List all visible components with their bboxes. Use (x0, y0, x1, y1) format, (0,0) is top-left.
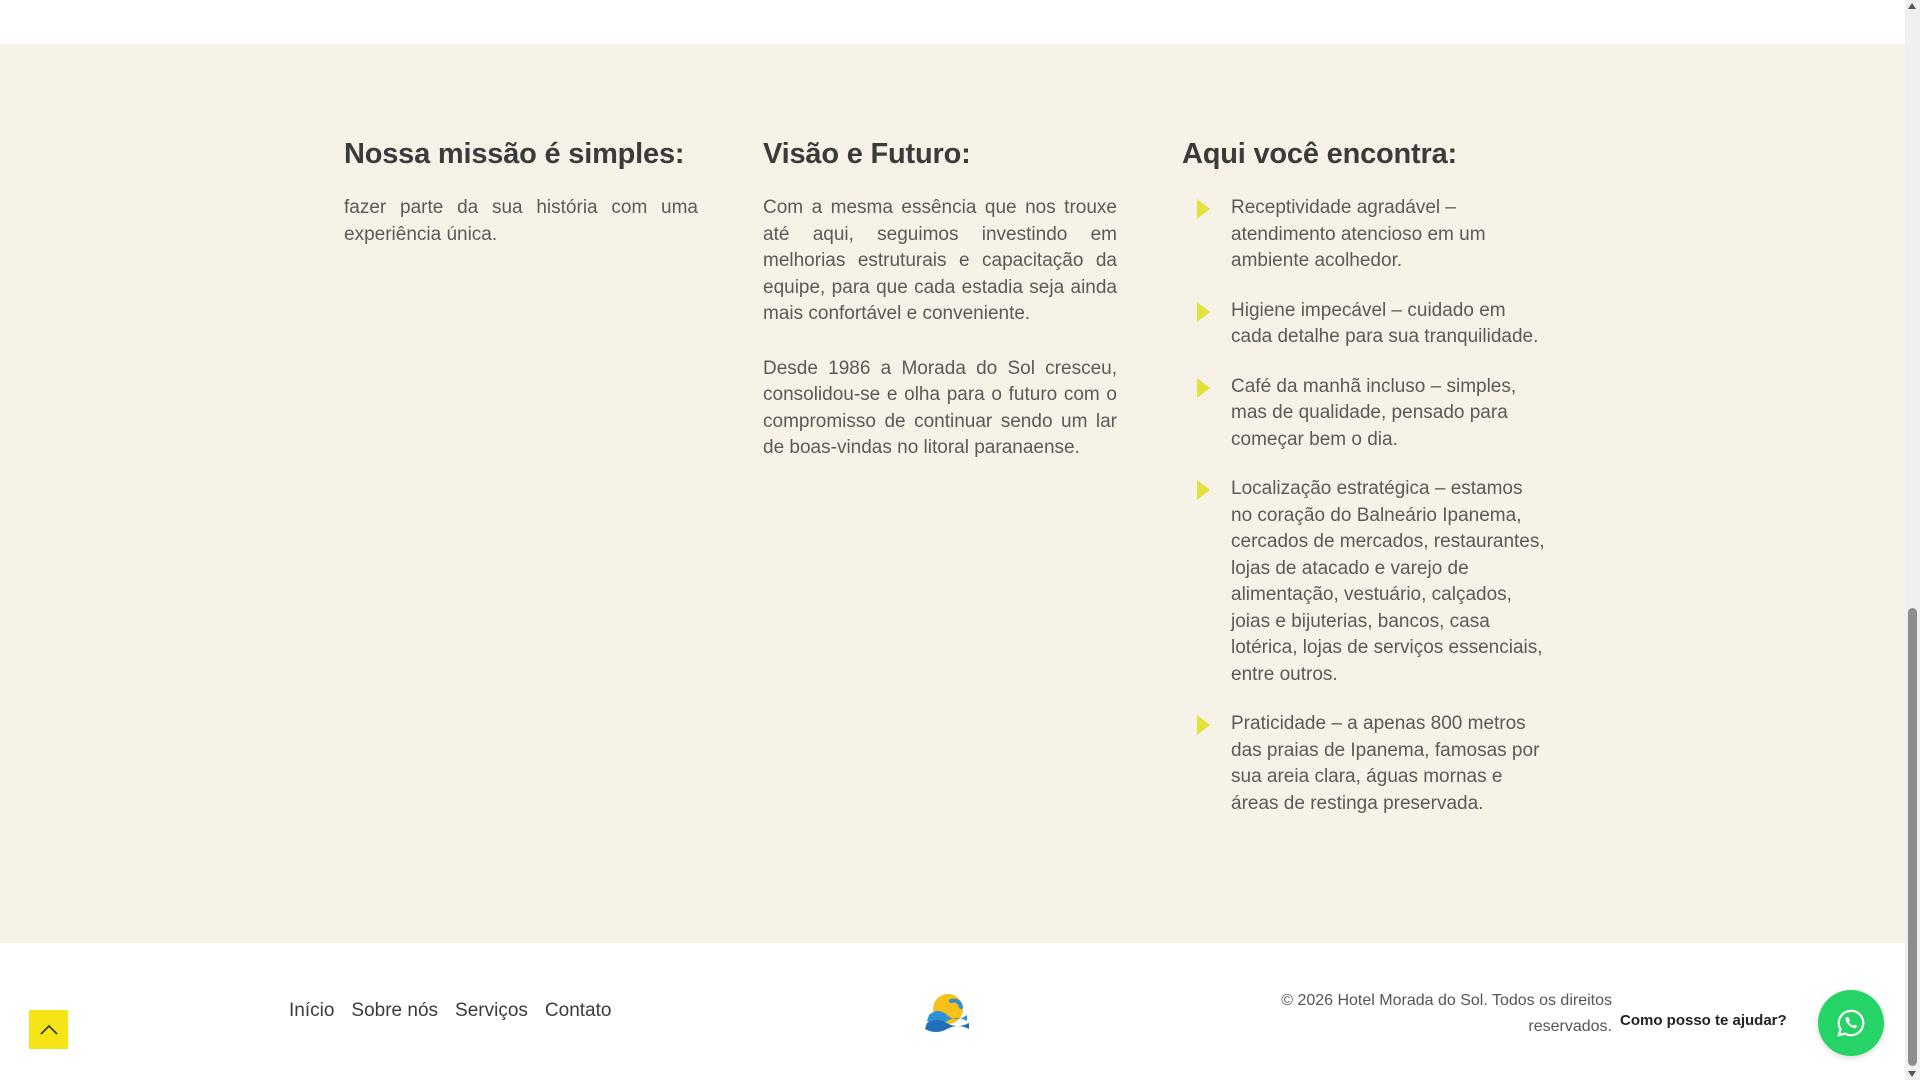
feature-text: Receptividade agradável – atendimento atencioso em um ambiente acolhedor. (1231, 197, 1486, 271)
feature-item (1182, 298, 1547, 351)
triangle-bullet-icon (1197, 480, 1210, 500)
chevron-up-icon (39, 1024, 59, 1036)
vision-paragraph: Com a mesma essência que nos trouxe até aqui, seguimos investindo em melhorias estruturais e capacitação da equipe, para que cada estadia seja ainda mais confortável e conveniente. (763, 197, 1117, 324)
triangle-bullet-icon (1197, 715, 1210, 735)
scroll-down-arrow-icon[interactable] (1908, 1071, 1916, 1077)
whatsapp-button[interactable] (1818, 990, 1884, 1056)
scroll-up-arrow-icon[interactable] (1908, 3, 1916, 9)
feature-text: Café da manhã incluso – simples, mas de qualidade, pensado para começar bem o dia. (1231, 375, 1517, 450)
features-column (1182, 138, 1545, 840)
features-title: Aqui você encontra: (1182, 138, 1457, 170)
feature-item (1182, 476, 1547, 688)
sun-wave-logo-icon (923, 989, 973, 1035)
vision-paragraph: Desde 1986 a Morada do Sol cresceu, consolidou-se e olha para o futuro com o compromisso de continuar sendo um lar de boas-vindas no litoral paranaense. (763, 357, 1117, 458)
footer-nav-sobre-nos[interactable]: Sobre nós (351, 1000, 439, 1021)
feature-text: Localização estratégica – estamos no coração do Balneário Ipanema, cercados de mercados, restaurantes, lojas de atacado e varejo de alimentação, vestuário, calçados, joias e bijuterias, bancos, casa lotérica, lojas de serviços essenciais, entre outros. (1231, 478, 1545, 685)
mission-title: Nossa missão é simples: (344, 138, 685, 170)
triangle-bullet-icon (1197, 302, 1210, 322)
feature-item (1182, 374, 1547, 454)
whatsapp-help-label[interactable]: Como posso te ajudar? (1620, 1012, 1787, 1029)
footer-nav-contato[interactable]: Contato (544, 1000, 612, 1021)
footer-nav-servicos[interactable]: Serviços (455, 1000, 528, 1021)
feature-text: Higiene impecável – cuidado em cada detalhe para sua tranquilidade. (1231, 299, 1539, 347)
mission-column (344, 138, 698, 276)
footer-nav-inicio[interactable]: Início (289, 1000, 335, 1021)
footer-nav (289, 1000, 611, 1022)
vision-column (763, 138, 1117, 490)
copyright-text: © 2026 Hotel Morada do Sol. Todos os direitos reservados. (1281, 992, 1612, 1035)
hotel-logo[interactable] (923, 989, 973, 1035)
feature-text: Praticidade – a apenas 800 metros das praias de Ipanema, famosas por sua areia clara, águas mornas e áreas de restinga preservada. (1231, 713, 1540, 814)
triangle-bullet-icon (1197, 378, 1210, 398)
scroll-to-top-button[interactable] (29, 1010, 68, 1049)
feature-item (1182, 711, 1547, 817)
features-list (1182, 195, 1545, 817)
triangle-bullet-icon (1197, 199, 1210, 219)
mission-text: fazer parte da sua história com uma experiência única. (344, 197, 698, 245)
whatsapp-icon (1836, 1008, 1866, 1038)
top-white-band (0, 0, 1905, 44)
vertical-scrollbar[interactable] (1905, 0, 1920, 1080)
feature-item (1182, 195, 1547, 275)
vision-title: Visão e Futuro: (763, 138, 971, 170)
scrollbar-thumb[interactable] (1908, 608, 1917, 1066)
